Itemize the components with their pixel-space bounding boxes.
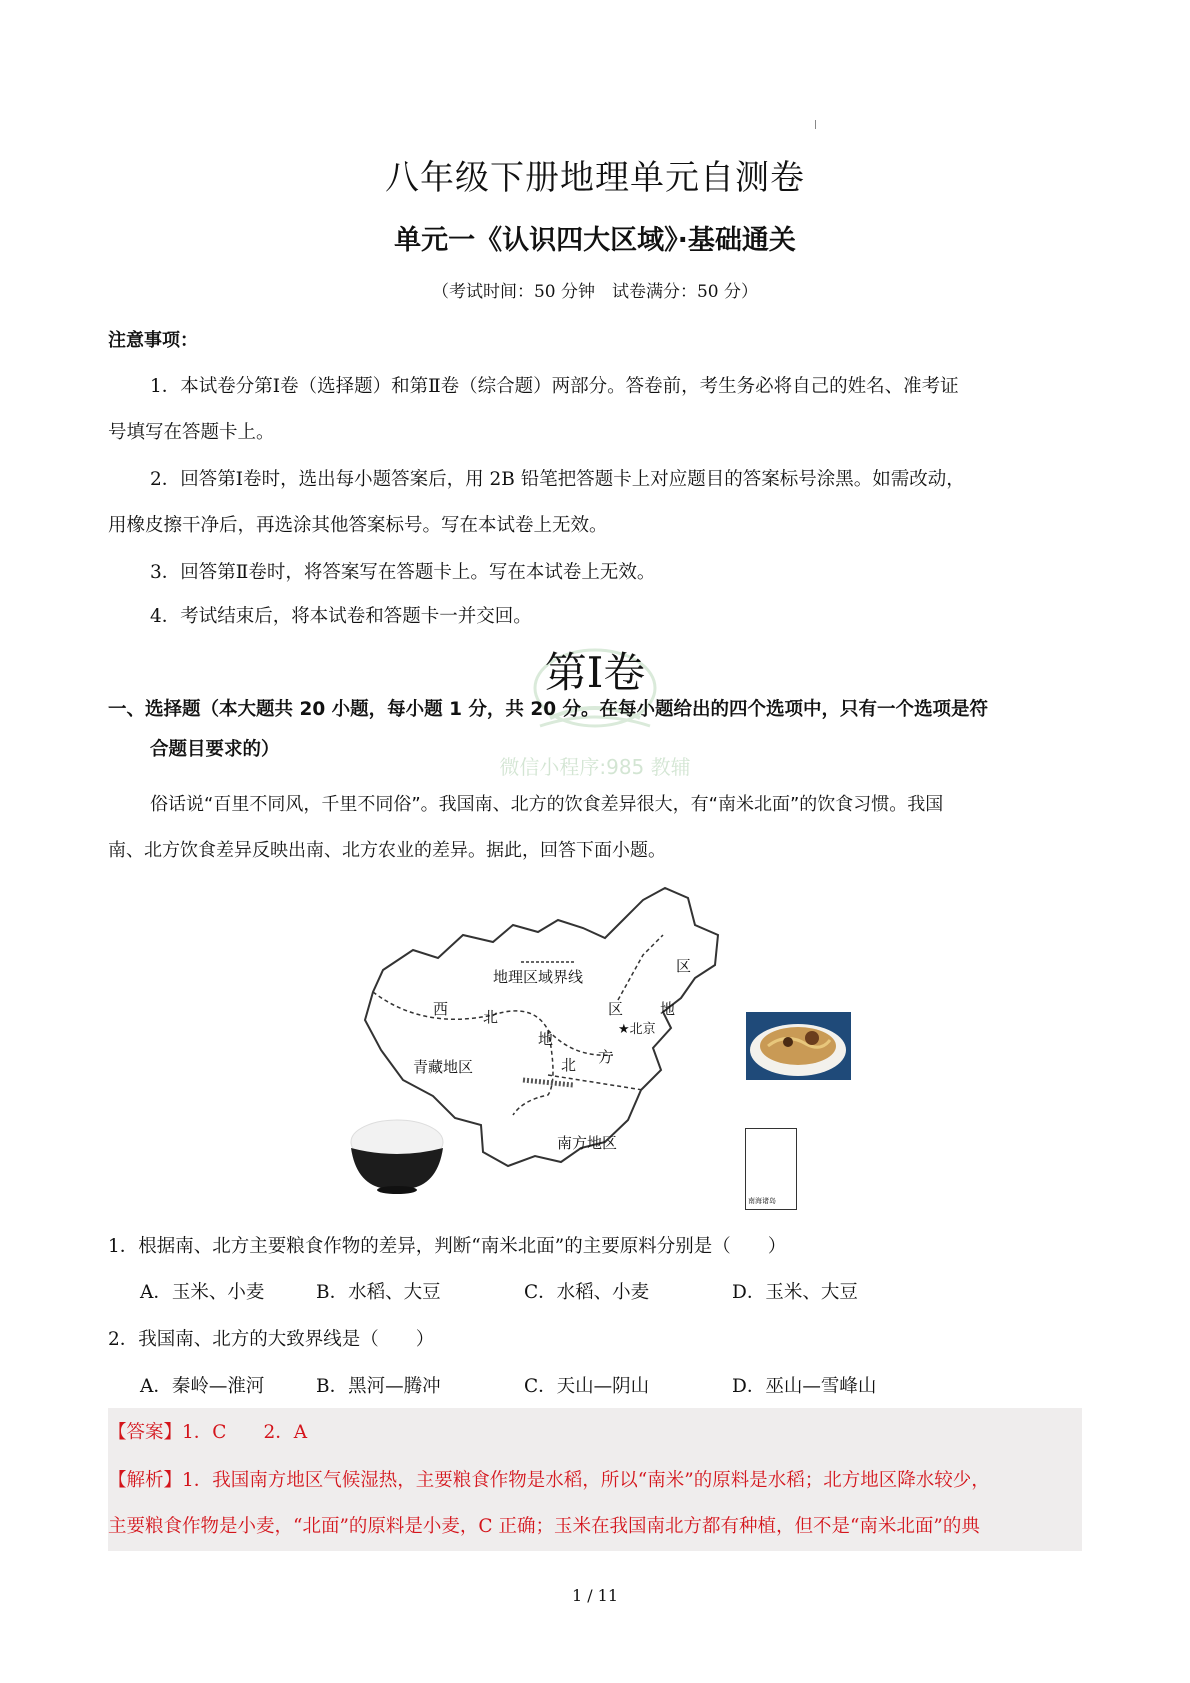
notice-heading: 注意事项： [108,330,198,351]
q1-option-c: C．水稻、小麦 [524,1282,650,1303]
document-title: 八年级下册地理单元自测卷 [385,158,805,198]
passage-line: 俗话说“百里不同风，千里不同俗”。我国南、北方的饮食差异很大，有“南米北面”的饮食习惯。我国 [150,794,944,815]
south-sea-inset [745,1128,797,1210]
question-1: 1．根据南、北方主要粮食作物的差异，判断“南米北面”的主要原料分别是（ ） [108,1236,787,1257]
answer-line [108,1418,307,1444]
map-label-qingzang: 青藏地区 [413,1058,474,1076]
volume-heading: 第Ⅰ卷 [544,648,646,697]
notice-line: 3．回答第Ⅱ卷时，将答案写在答题卡上。写在本试卷上无效。 [150,562,656,583]
notice-line: 2．回答第Ⅰ卷时，选出每小题答案后，用 2B 铅笔把答题卡上对应题目的答案标号涂黑。如需改动， [150,469,965,490]
noodle-bowl-image [746,1012,851,1080]
analysis-line-2: 主要粮食作物是小麦，“北面”的原料是小麦，C 正确；玉米在我国南北方都有种植，但不是“南米北面”的典 [108,1516,980,1537]
notice-line: 4．考试结束后，将本试卷和答题卡一并交回。 [150,606,532,627]
notice-line: 号填写在答题卡上。 [108,422,275,443]
watermark-text: 微信小程序:985 教辅 [499,755,691,779]
beijing-label: 北京 [629,1022,656,1037]
noodle-bowl-icon [746,1012,851,1080]
q2-option-a: A．秦岭—淮河 [140,1376,265,1397]
analysis-text: 1．我国南方地区气候湿热，主要粮食作物是水稻，所以“南米”的原料是水稻；北方地区降水较少， [182,1470,990,1491]
map-label-north-bei: 北 [561,1056,577,1074]
map-label-north-fang: 方 [598,1048,614,1066]
notice-line: 用橡皮擦干净后，再选涂其他答案标号。写在本试卷上无效。 [108,515,608,536]
answer-text: 1．C 2．A [182,1422,308,1443]
map-label-south: 南方地区 [557,1134,618,1152]
q2-option-b: B．黑河—腾冲 [316,1376,441,1397]
document-subtitle: 单元一《认识四大区域》·基础通关 [394,225,796,256]
exam-info: （考试时间：50 分钟 试卷满分：50 分） [431,282,759,302]
analysis-label: 【解析】 [108,1470,183,1491]
map-label-xi: 西 [433,1000,449,1018]
map-label-qu: 区 [608,1000,624,1018]
q1-option-a: A．玉米、小麦 [140,1282,265,1303]
rice-bowl-image [343,1102,451,1194]
map-label-di: 地 [538,1030,554,1048]
q2-option-c: C．天山—阴山 [524,1376,650,1397]
map-label-ne-di: 地 [660,1000,676,1018]
section-heading: 一、选择题（本大题共 20 小题，每小题 1 分，共 20 分。在每小题给出的四个选项中，只有一个选项是符 [108,699,989,720]
q1-option-d: D．玉米、大豆 [732,1282,858,1303]
rice-bowl-icon [343,1102,451,1194]
map-legend: 地理区域界线 [493,968,584,986]
map-label-bei: 北 [483,1008,499,1026]
q1-option-b: B．水稻、大豆 [316,1282,441,1303]
page-number: 1 / 11 [571,1586,619,1605]
passage-line: 南、北方饮食差异反映出南、北方农业的差异。据此，回答下面小题。 [108,840,666,861]
map-label-beijing: ★北京 [618,1022,656,1037]
notice-line: 1．本试卷分第Ⅰ卷（选择题）和第Ⅱ卷（综合题）两部分。答卷前，考生务必将自己的姓名、准考证 [150,376,959,397]
inset-label: 南海诸岛 [748,1197,776,1205]
question-2: 2．我国南、北方的大致界线是（ ） [108,1329,435,1350]
q2-option-d: D．巫山—雪峰山 [732,1376,877,1397]
analysis-line [108,1466,990,1492]
header-mark [815,120,816,129]
map-label-ne-qu: 区 [676,957,692,975]
section-heading-cont: 合题目要求的） [150,739,280,760]
answer-label: 【答案】 [108,1422,183,1443]
